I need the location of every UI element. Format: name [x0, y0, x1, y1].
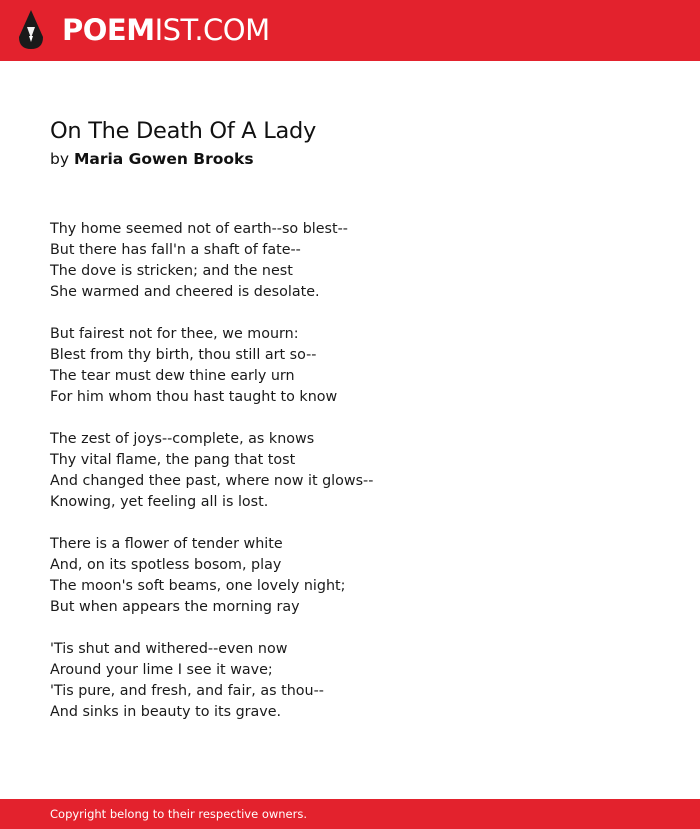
- poem-line: 'Tis shut and withered--even now: [50, 641, 288, 657]
- poem-line: But when appears the morning ray: [50, 599, 300, 615]
- site-logo-text[interactable]: [62, 12, 270, 48]
- poem-line: Thy vital flame, the pang that tost: [50, 452, 296, 468]
- poem-line: The moon's soft beams, one lovely night;: [50, 578, 346, 594]
- brand-light: IST.COM: [154, 13, 270, 47]
- poem-line: And changed thee past, where now it glows--: [50, 473, 374, 489]
- by-label: by: [50, 150, 70, 168]
- stanza: [50, 639, 373, 723]
- stanza: [50, 534, 373, 618]
- poem-line: There is a flower of tender white: [50, 536, 283, 552]
- pencil-tip-icon: [18, 9, 44, 51]
- byline: [50, 149, 254, 169]
- poem-line: And sinks in beauty to its grave.: [50, 704, 282, 720]
- poem-body: [50, 219, 373, 744]
- poem-line: Thy home seemed not of earth--so blest--: [50, 221, 348, 237]
- poem-line: She warmed and cheered is desolate.: [50, 284, 320, 300]
- author-name: Maria Gowen Brooks: [73, 150, 254, 168]
- site-header: [0, 0, 700, 61]
- copyright-text: Copyright belong to their respective owners.: [50, 807, 308, 821]
- poem-line: The dove is stricken; and the nest: [50, 263, 293, 279]
- poem-line: But there has fall'n a shaft of fate--: [50, 242, 301, 258]
- poem-line: But fairest not for thee, we mourn:: [50, 326, 299, 342]
- poem-title: On The Death Of A Lady: [50, 118, 316, 144]
- brand-bold: POEM: [62, 13, 155, 47]
- poem-line: And, on its spotless bosom, play: [50, 557, 282, 573]
- poem-line: For him whom thou hast taught to know: [50, 389, 338, 405]
- poem-line: Blest from thy birth, thou still art so--: [50, 347, 317, 363]
- stanza: [50, 324, 373, 408]
- stanza: [50, 429, 373, 513]
- poem-line: Knowing, yet feeling all is lost.: [50, 494, 269, 510]
- stanza: [50, 219, 373, 303]
- poem-line: Around your lime I see it wave;: [50, 662, 273, 678]
- site-footer: [0, 799, 700, 829]
- poem-line: The tear must dew thine early urn: [50, 368, 295, 384]
- poem-line: The zest of joys--complete, as knows: [50, 431, 315, 447]
- poem-line: 'Tis pure, and fresh, and fair, as thou--: [50, 683, 324, 699]
